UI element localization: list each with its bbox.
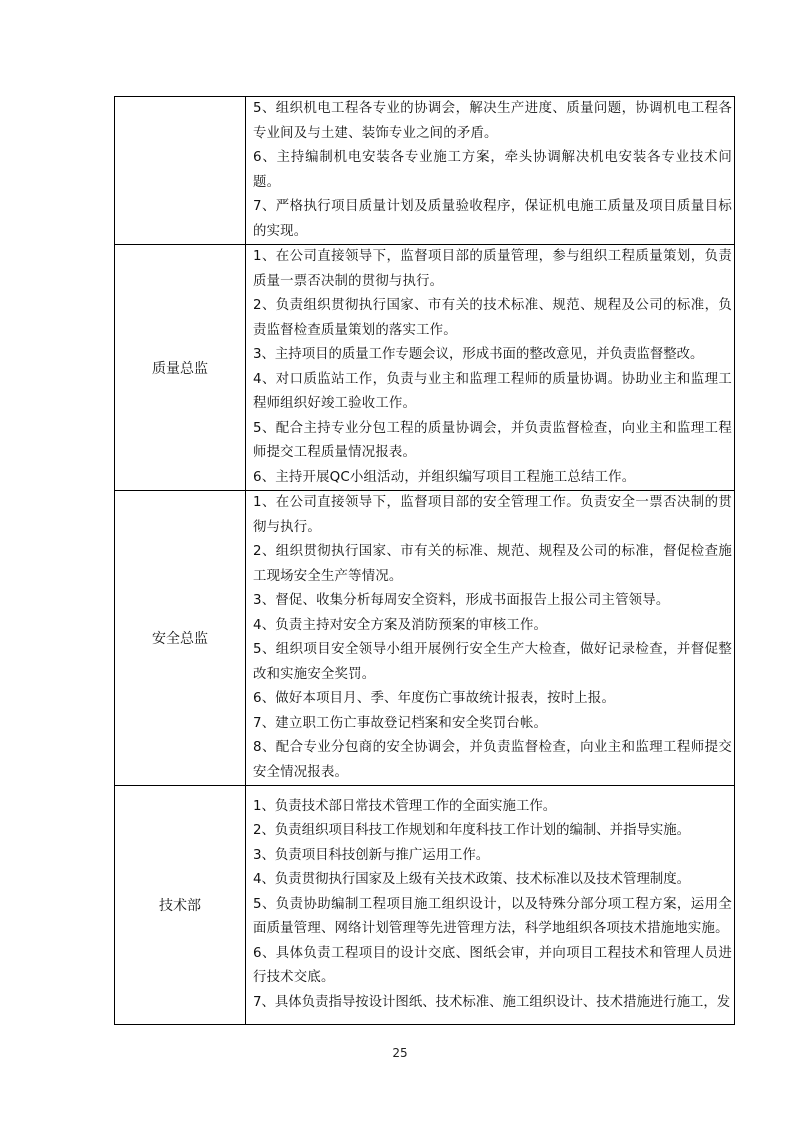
duty-item: 7、建立职工伤亡事故登记档案和安全奖罚台帐。 [253, 715, 548, 731]
duty-item: 3、督促、收集分析每周安全资料，形成书面报告上报公司主管领导。 [253, 593, 670, 608]
table-row [115, 97, 735, 245]
duty-item: 3、主持项目的质量工作专题会议，形成书面的整改意见，并负责监督整改。 [253, 347, 704, 362]
role-cell: 安全总监 [115, 491, 246, 786]
role-cell: 质量总监 [115, 245, 246, 491]
duty-item: 5、配合主持专业分包工程的质量协调会，并负责监督检查，向业主和监理工程师提交工程质量情况报表。 [253, 420, 732, 460]
duty-item: 6、主持编制机电安装各专业施工方案，牵头协调解决机电安装各专业技术问题。 [253, 150, 732, 190]
duty-cell [246, 245, 735, 491]
duty-item: 1、在公司直接领导下，监督项目部的质量管理，参与组织工程质量策划，负责质量一票否决制的贯彻与执行。 [253, 249, 732, 289]
duty-item: 4、负责贯彻执行国家及上级有关技术政策、技术标准以及技术管理制度。 [253, 872, 691, 888]
table-row [115, 786, 735, 1025]
duty-cell [246, 97, 735, 245]
duty-item: 7、具体负责指导按设计图纸、技术标准、施工组织设计、技术措施进行施工，发 [253, 994, 731, 1010]
duty-cell [246, 491, 735, 786]
duty-item: 2、负责组织项目科技工作规划和年度科技工作计划的编制、并指导实施。 [253, 823, 691, 839]
duty-item: 1、负责技术部日常技术管理工作的全面实施工作。 [253, 798, 557, 814]
duty-item: 7、严格执行项目质量计划及质量验收程序，保证机电施工质量及项目质量目标的实现。 [253, 199, 732, 239]
table-row [115, 491, 735, 786]
responsibility-table [114, 96, 735, 1025]
duty-item: 3、负责项目科技创新与推广运用工作。 [253, 847, 490, 863]
page-number: 25 [392, 1046, 408, 1060]
duty-item: 6、具体负责工程项目的设计交底、图纸会审，并向项目工程技术和管理人员进行技术交底。 [253, 945, 732, 986]
duty-item: 5、负责协助编制工程项目施工组织设计，以及特殊分部分项工程方案，运用全面质量管理、网络计划管理等先进管理方法，科学地组织各项技术措施地实施。 [253, 896, 732, 937]
duty-cell [246, 786, 735, 1025]
duty-item: 6、做好本项目月、季、年度伤亡事故统计报表，按时上报。 [253, 691, 616, 706]
table-row [115, 245, 735, 491]
role-cell: 技术部 [115, 786, 246, 1025]
duty-item: 5、组织机电工程各专业的协调会，解决生产进度、质量问题，协调机电工程各专业间及与土建、装饰专业之间的矛盾。 [253, 101, 732, 141]
duty-item: 6、主持开展QC小组活动，并组织编写项目工程施工总结工作。 [253, 469, 636, 485]
duty-item: 2、负责组织贯彻执行国家、市有关的技术标准、规范、规程及公司的标准，负责监督检查质量策划的落实工作。 [253, 298, 732, 338]
role-cell [115, 97, 246, 245]
duty-item: 1、在公司直接领导下，监督项目部的安全管理工作。负责安全一票否决制的贯彻与执行。 [253, 495, 732, 535]
duty-item: 4、负责主持对安全方案及消防预案的审核工作。 [253, 617, 548, 633]
duty-item: 5、组织项目安全领导小组开展例行安全生产大检查，做好记录检查，并督促整改和实施安全奖罚。 [253, 642, 732, 682]
duty-item: 4、对口质监站工作，负责与业主和监理工程师的质量协调。协助业主和监理工程师组织好竣工验收工作。 [253, 371, 732, 411]
duty-item: 2、组织贯彻执行国家、市有关的标准、规范、规程及公司的标准，督促检查施工现场安全生产等情况。 [253, 544, 732, 584]
duty-item: 8、配合专业分包商的安全协调会，并负责监督检查，向业主和监理工程师提交安全情况报表。 [253, 740, 732, 780]
